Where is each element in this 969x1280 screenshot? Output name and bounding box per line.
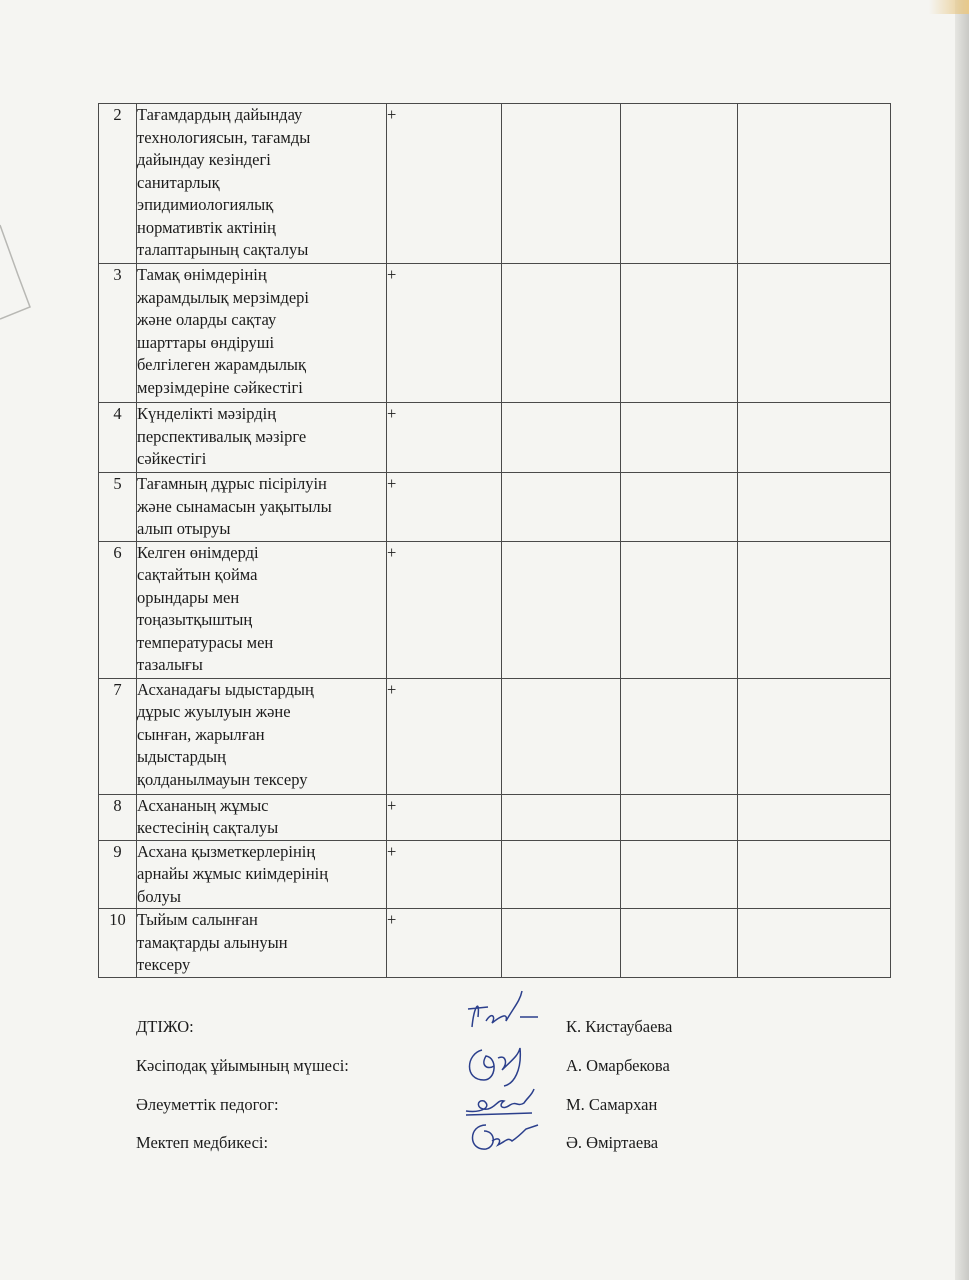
signature-row xyxy=(136,1133,736,1157)
handwritten-signature xyxy=(462,987,552,1037)
criterion-line: орындары мен xyxy=(137,587,240,607)
empty-cell xyxy=(738,264,891,403)
criterion-line: шарттары өндіруші xyxy=(137,332,275,352)
signatory-name: М. Самархан xyxy=(566,1095,658,1114)
empty-cell xyxy=(738,541,891,678)
empty-cell xyxy=(738,678,891,794)
criterion-line: нормативтік актінің xyxy=(137,217,276,237)
row-number: 5 xyxy=(99,473,137,542)
check-mark-cell: + xyxy=(387,794,502,840)
criterion-line: болуы xyxy=(137,886,181,906)
empty-cell xyxy=(738,104,891,264)
empty-cell xyxy=(621,678,738,794)
empty-cell xyxy=(621,840,738,909)
empty-cell xyxy=(621,794,738,840)
criterion-line: санитарлық xyxy=(137,172,220,192)
table-row xyxy=(99,541,891,678)
signatory-name: Ә. Өміртаева xyxy=(566,1133,659,1152)
empty-cell xyxy=(621,909,738,978)
row-number: 10 xyxy=(99,909,137,978)
row-number: 9 xyxy=(99,840,137,909)
signatory-role: Кәсіподақ ұйымының мүшесі: xyxy=(136,1056,349,1075)
criterion-line: жарамдылық мерзімдері xyxy=(137,287,309,307)
criterion-cell xyxy=(137,104,387,264)
check-mark-cell: + xyxy=(387,473,502,542)
empty-cell xyxy=(621,104,738,264)
empty-cell xyxy=(621,403,738,473)
criterion-line: Тамақ өнімдерінің xyxy=(137,265,267,284)
check-mark-cell: + xyxy=(387,909,502,978)
check-mark-cell: + xyxy=(387,678,502,794)
signatory-name: К. Кистаубаева xyxy=(566,1017,673,1036)
criterion-cell xyxy=(137,909,387,978)
signatory-role: ДТІЖО: xyxy=(136,1017,194,1036)
table-row xyxy=(99,264,891,403)
criterion-cell xyxy=(137,794,387,840)
criterion-line: тексеру xyxy=(137,955,191,974)
criterion-cell xyxy=(137,678,387,794)
signatory-role: Мектеп медбикесі: xyxy=(136,1133,269,1152)
check-mark-cell: + xyxy=(387,840,502,909)
empty-cell xyxy=(502,678,621,794)
empty-cell xyxy=(502,909,621,978)
empty-cell xyxy=(738,794,891,840)
table-row xyxy=(99,473,891,542)
check-mark-cell: + xyxy=(387,264,502,403)
criterion-line: тазалығы xyxy=(137,655,203,674)
criterion-line: қолданылмауын тексеру xyxy=(137,769,308,789)
criterion-line: ыдыстардың xyxy=(137,747,226,766)
criterion-line: эпидимиологиялық xyxy=(137,195,274,214)
criterion-line: арнайы жұмыс киімдерінің xyxy=(137,864,329,883)
criterion-line: сәйкестігі xyxy=(137,449,207,468)
table-row xyxy=(99,104,891,264)
criterion-line: Тағамның дұрыс пісірілуін xyxy=(137,474,327,493)
criterion-line: сақтайтын қойма xyxy=(137,565,258,584)
criterion-line: сынған, жарылған xyxy=(137,724,265,744)
empty-cell xyxy=(621,264,738,403)
criterion-line: талаптарының сақталуы xyxy=(137,240,309,259)
signature-row xyxy=(136,1095,736,1119)
empty-cell xyxy=(621,541,738,678)
criterion-line: мерзімдеріне сәйкестігі xyxy=(137,377,303,397)
criterion-line: Күнделікті мәзірдің xyxy=(137,404,277,423)
checklist-body xyxy=(99,104,891,978)
empty-cell xyxy=(502,403,621,473)
empty-cell xyxy=(738,909,891,978)
table-row xyxy=(99,840,891,909)
empty-cell xyxy=(502,264,621,403)
row-number: 4 xyxy=(99,403,137,473)
empty-cell xyxy=(738,840,891,909)
row-number: 8 xyxy=(99,794,137,840)
paper-fold-mark xyxy=(0,215,32,325)
signature-row xyxy=(136,1056,736,1080)
table-row xyxy=(99,794,891,840)
empty-cell xyxy=(502,541,621,678)
signatory-role: Әлеуметтік педогог: xyxy=(136,1095,279,1114)
criterion-line: Асхана қызметкерлерінің xyxy=(137,841,316,861)
criterion-cell xyxy=(137,541,387,678)
criterion-line: тамақтарды алынуын xyxy=(137,932,288,952)
empty-cell xyxy=(621,473,738,542)
signature-block xyxy=(136,1005,736,1165)
criterion-line: және сынамасын уақытылы xyxy=(137,496,332,516)
signatory-name: А. Омарбекова xyxy=(566,1056,670,1075)
empty-cell xyxy=(738,473,891,542)
criterion-line: алып отыруы xyxy=(137,519,231,538)
handwritten-signature xyxy=(462,1111,552,1161)
criterion-line: кестесінің сақталуы xyxy=(137,818,279,837)
page-edge xyxy=(955,0,969,1280)
criterion-line: белгілеген жарамдылық xyxy=(137,355,307,374)
empty-cell xyxy=(502,104,621,264)
criterion-cell xyxy=(137,264,387,403)
empty-cell xyxy=(502,794,621,840)
criterion-line: дайындау кезіндегі xyxy=(137,150,271,169)
empty-cell xyxy=(502,840,621,909)
empty-cell xyxy=(738,403,891,473)
criterion-line: және оларды сақтау xyxy=(137,310,277,329)
empty-cell xyxy=(502,473,621,542)
corner-highlight xyxy=(929,0,969,14)
check-mark-cell: + xyxy=(387,104,502,264)
checklist-table xyxy=(98,103,891,978)
criterion-line: температурасы мен xyxy=(137,632,274,652)
criterion-line: Тыйым салынған xyxy=(137,910,258,929)
row-number: 3 xyxy=(99,264,137,403)
table-row xyxy=(99,678,891,794)
row-number: 2 xyxy=(99,104,137,264)
row-number: 7 xyxy=(99,678,137,794)
check-mark-cell: + xyxy=(387,541,502,678)
criterion-line: дұрыс жуылуын және xyxy=(137,702,291,721)
criterion-line: Асханадағы ыдыстардың xyxy=(137,679,314,699)
criterion-line: тоңазытқыштың xyxy=(137,610,253,629)
criterion-line: Келген өнімдерді xyxy=(137,542,259,562)
check-mark-cell: + xyxy=(387,403,502,473)
criterion-line: технологиясын, тағамды xyxy=(137,127,311,147)
table-row xyxy=(99,909,891,978)
criterion-line: Тағамдардың дайындау xyxy=(137,105,303,124)
criterion-cell xyxy=(137,840,387,909)
criterion-line: перспективалық мәзірге xyxy=(137,426,307,446)
signature-row xyxy=(136,1017,736,1041)
table-row xyxy=(99,403,891,473)
criterion-line: Асхананың жұмыс xyxy=(137,795,269,815)
row-number: 6 xyxy=(99,541,137,678)
criterion-cell xyxy=(137,403,387,473)
criterion-cell xyxy=(137,473,387,542)
